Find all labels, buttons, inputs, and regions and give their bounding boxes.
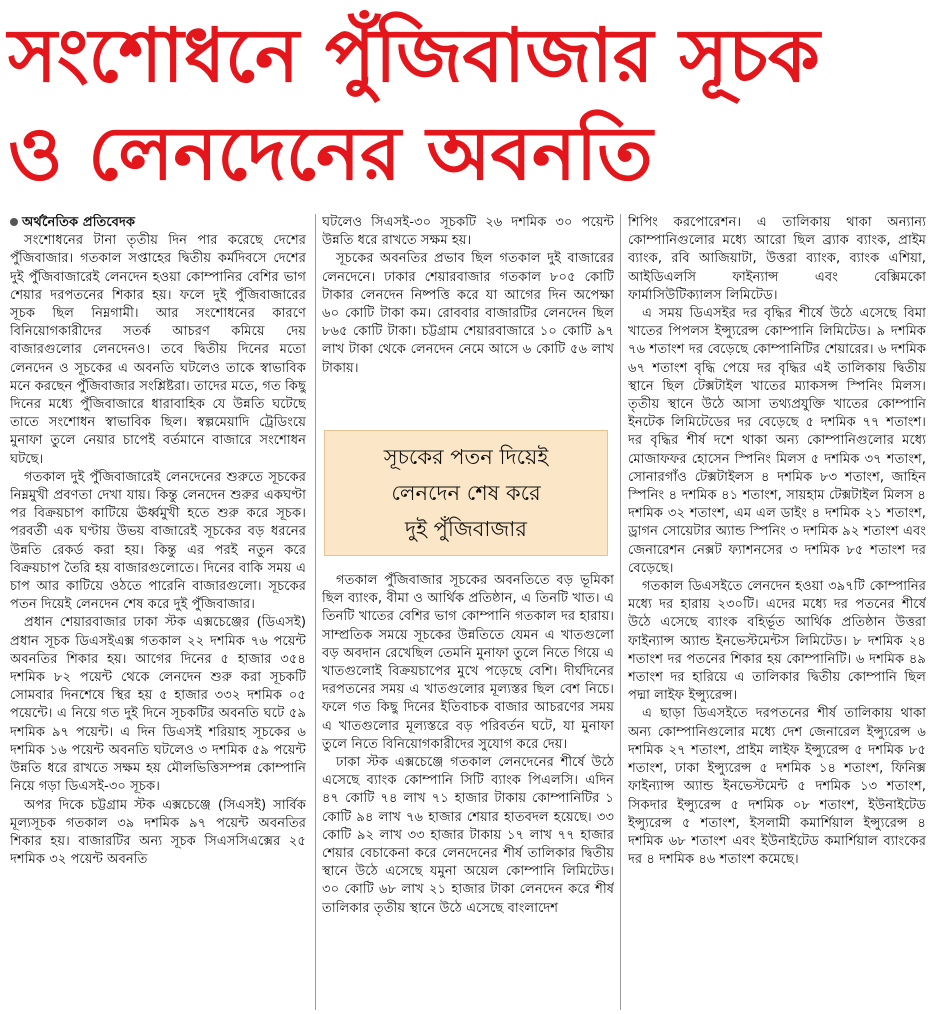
paragraph: এ ছাড়া ডিএসইতে দরপতনের শীর্ষ তালিকায় থাকা অন্য কোম্পানিগুলোর মধ্যে দেশ জেনারেল ইন্স্যুরেন্স ৬ দশমিক ২৭ শতাংশ, প্রাইম লাইফ ইন্স্যুরেন্স ৫ দশমিক ৮৫ শতাংশ, ঢাকা ইন্স্যুরেন্স ৫ দশমিক ১৪ শতাংশ, ফিনিক্স ফাইন্যান্স অ্যান্ড ইনভেস্টমেন্ট ৫ দশমিক ১৩ শতাংশ, সিকদার ইন্স্যুরেন্স ৫ দশমিক ০৮ শতাংশ, ইউনাইটেড ইন্স্যুরেন্স ৫ শতাংশ, ইসলামী কমার্শিয়াল ইন্স্যুরেন্স ৪ দশমিক ৬৮ শতাংশ এবং ইউনাইটেড কমার্শিয়াল ব্যাংকের দর ৪ দশমিক ৪৬ শতাংশ কমেছে। [628, 706, 926, 868]
column-divider [620, 214, 621, 1010]
pull-quote-line-3: দুই পুঁজিবাজার [405, 517, 527, 541]
pull-quote-line-1: সূচকের পতন দিয়েই [383, 445, 549, 469]
paragraph: গতকাল দুই পুঁজিবাজারেই লেনদেনের শুরুতে সূচকের নিম্নমুখী প্রবণতা দেখা যায়। কিন্তু লেনদেন শুরুর একঘণ্টা পর বিক্রয়চাপ কাটিয়ে ঊর্ধ্বমুখী হতে শুরু করে সূচক। পরবর্তী এক ঘণ্টায় উভয় বাজারেই সূচকের বড় ধরনের উন্নতি রেকর্ড করা হয়। কিন্তু এর পরই নতুন করে বিক্রয়চাপ তৈরি হয় বাজারগুলোতে। দিনের বাকি সময় এ চাপ আর কাটিয়ে ওঠতে পারেনি বাজারগুলো। সূচকের পতন দিয়েই লেনদেন শেষ করে দুই পুঁজিবাজার। [10, 469, 306, 613]
headline-line-2: ও লেনদেনের অবনতি [8, 111, 653, 197]
article-column-2-top [322, 214, 614, 414]
paragraph: প্রধান শেয়ারবাজার ঢাকা স্টক এক্সচেঞ্জের (ডিএসই) প্রধান সূচক ডিএসইএক্স গতকাল ২২ দশমিক ৭৬ পয়েন্ট অবনতির শিকার হয়। আগের দিনের ৫ হাজার ৩৫৪ দশমিক ৮২ পয়েন্ট থেকে লেনদেন শুরু করা সূচকটি সোমবার দিনশেষে স্থির হয় ৫ হাজার ৩৩২ দশমিক ০৫ পয়েন্টে। এ নিয়ে গত দুই দিনে সূচকটির অবনতি ঘটে ৫৯ দশমিক ৯৭ পয়েন্ট। এ দিন ডিএসই শরিয়াহ সূচকের ৬ দশমিক ১৬ পয়েন্ট অবনতি ঘটলেও ৩ দশমিক ৫৯ পয়েন্ট উন্নতি ধরে রাখতে সক্ষম হয় মৌলভিত্তিসম্পন্ন কোম্পানি নিয়ে গড়া ডিএসই-৩০ সূচক। [10, 615, 306, 795]
pull-quote-line-2: লেনদেন শেষ করে [391, 481, 541, 505]
paragraph: সূচকের অবনতির প্রভাব ছিল গতকাল দুই বাজারের লেনদেনে। ঢাকার শেয়ারবাজার গতকাল ৮০৫ কোটি টাকার লেনদেন নিষ্পত্তি করে যা আগের দিন অপেক্ষা ৬০ কোটি টাকা কম। রোববার বাজারটির লেনদেন ছিল ৮৬৫ কোটি টাকা। চট্টগ্রাম শেয়ারবাজারে ১০ কোটি ৯৭ লাখ টাকা থেকে লেনদেন নেমে আসে ৬ কোটি ৫৬ লাখ টাকায়। [322, 251, 614, 376]
byline-text: অর্থনৈতিক প্রতিবেদক [22, 215, 136, 230]
paragraph: ঢাকা স্টক এক্সচেঞ্জে গতকাল লেনদেনের শীর্ষে উঠে এসেছে ব্যাংক কোম্পানি সিটি ব্যাংক পিএলসি। এদিন ৪৭ কোটি ৭৪ লাখ ৭১ হাজার টাকায় কোম্পানিটির ১ কোটি ৯৪ লাখ ৭৬ হাজার শেয়ার হাতবদল হয়েছে। ৩৩ কোটি ৯২ লাখ ৩৩ হাজার টাকায় ১৭ লাখ ৭৭ হাজার শেয়ার বেচাকেনা করে লেনদেনের শীর্ষ তালিকার দ্বিতীয় স্থানে উঠে এসেছে যমুনা অয়েল কোম্পানি লিমিটেড। ৩০ কোটি ৬৮ লাখ ২১ হাজার টাকা লেনদেন করে শীর্ষ তালিকার তৃতীয় স্থানে উঠে এসেছে বাংলাদেশ [322, 755, 614, 916]
paragraph: এ সময় ডিএসইর দর বৃদ্ধির শীর্ষে উঠে এসেছে বিমা খাতের পিপলস ইন্স্যুরেন্স কোম্পানি লিমিটেড। ৯ দশমিক ৭৬ শতাংশ দর বেড়েছে কোম্পানিটির শেয়ারের। ৬ দশমিক ৬৭ শতাংশ বৃদ্ধি পেয়ে দর বৃদ্ধির এই তালিকায় দ্বিতীয় স্থানে ছিল টেক্সটাইল খাতের ম্যাকসন্স স্পিনিং মিলস। তৃতীয় স্থানে উঠে আসা তথ্যপ্রযুক্তি খাতের কোম্পানি ইনটেক লিমিটেডের দর বেড়েছে ৫ দশমিক ৭৭ শতাংশ। দর বৃদ্ধির শীর্ষ দশে থাকা অন্য কোম্পানিগুলোর মধ্যে মোজাফফর হোসেন স্পিনিং মিলস ৫ দশমিক ৩৭ শতাংশ, সোনারগাঁও টেক্সটাইলস ৪ দশমিক ৮৩ শতাংশ, জাহিন স্পিনিং ৪ দশমিক ৪১ শতাংশ, সায়হাম টেক্সটাইল মিলস ৪ দশমিক ৩২ শতাংশ, এম এল ডাইং ৪ দশমিক ২১ শতাংশ, ড্রাগন সোয়েটার অ্যান্ড স্পিনিং ৩ দশমিক ৯২ শতাংশ এবং জেনারেশন নেক্সট ফ্যাশনসের ৩ দশমিক ৮৫ শতাংশ দর বেড়েছে। [628, 306, 926, 576]
bullet-icon [10, 218, 18, 226]
paragraph: সংশোধনের টানা তৃতীয় দিন পার করেছে দেশের পুঁজিবাজার। গতকাল সপ্তাহের দ্বিতীয় কর্মদিবসে দেশের দুই পুঁজিবাজারেই লেনদেন হওয়া কোম্পানির বেশির ভাগ শেয়ার দরপতনের শিকার হয়। ফলে দুই পুঁজিবাজারের সূচক ছিল নিম্নগামী। আর সংশোধনের কারণে বিনিয়োগকারীদের সতর্ক আচরণ কমিয়ে দেয় বাজারগুলোর লেনদেনও। তবে দ্বিতীয় দিনের মতো লেনদেন ও সূচকের এ অবনতি ঘটলেও তাকে স্বাভাবিক মনে করছেন পুঁজিবাজার সংশ্লিষ্টরা। তাদের মতে, গত কিছু দিনের মধ্যে পুঁজিবাজারে ধারাবাহিক যে উন্নতি ঘটেছে তাতে সংশোধন স্বাভাবিক ছিল। স্বল্পমেয়াদি ট্রেডিংয়ে মুনাফা তুলে নেয়ার চাপেই বর্তমানে বাজারে সংশোধন ঘটছে। [10, 233, 306, 467]
paragraph: অপর দিকে চট্টগ্রাম স্টক এক্সচেঞ্জে (সিএসই) সার্বিক মূল্যসূচক গতকাল ৩৯ দশমিক ৯৭ পয়েন্ট অবনতির শিকার হয়। বাজারটির অন্য সূচক সিএসসিএক্সের ২৫ দশমিক ৩২ পয়েন্ট অবনতি [10, 797, 306, 868]
article-column-3 [628, 214, 926, 1010]
byline [10, 214, 306, 232]
paragraph: গতকাল পুঁজিবাজার সূচকের অবনতিতে বড় ভূমিকা ছিল ব্যাংক, বীমা ও আর্থিক প্রতিষ্ঠান, এ তিনটি খাত। এ তিনটি খাতের বেশির ভাগ কোম্পানি গতকাল দর হারায়। সাম্প্রতিক সময়ে সূচকের উন্নতিতে যেমন এ খাতগুলো বড় অবদান রেখেছিল তেমনি মুনাফা তুলে নিতে গিয়ে এ খাতগুলোই বিক্রয়চাপের মুখে পড়েছে বেশি। দীর্ঘদিনের দরপতনের সময় এ খাতগুলোর মূল্যস্তর ছিল বেশ নিচে। ফলে গত কিছু দিনের ইতিবাচক বাজার আচরণের সময় এ খাতগুলোর মূল্যস্তরে বড় পরিবর্তন ঘটে, যা মুনাফা তুলে নিতে বিনিয়োগকারীদের সুযোগ করে দেয়। [322, 573, 614, 752]
column-divider [315, 214, 316, 1010]
article-column-2-bottom [322, 572, 614, 1010]
paragraph: ঘটলেও সিএসই-৩০ সূচকটি ২৬ দশমিক ৩০ পয়েন্ট উন্নতি ধরে রাখতে সক্ষম হয়। [322, 215, 614, 249]
paragraph: গতকাল ডিএসইতে লেনদেন হওয়া ৩৯৭টি কোম্পানির মধ্যে দর হারায় ২৩০টি। এদের মধ্যে দর পতনের শীর্ষে উঠে এসেছে ব্যাংক বহির্ভূত আর্থিক প্রতিষ্ঠান উত্তরা ফাইন্যান্স অ্যান্ড ইনভেস্টমেন্টস লিমিটেড। ৮ দশমিক ২৪ শতাংশ দর পতনের শিকার হয় কোম্পানিটি। ৬ দশমিক ৪৯ শতাংশ দর হারিয়ে এ তালিকার দ্বিতীয় কোম্পানি ছিল পদ্মা লাইফ ইন্স্যুরেন্স। [628, 579, 926, 704]
paragraph: শিপিং করপোরেশন। এ তালিকায় থাকা অন্যান্য কোম্পানিগুলোর মধ্যে আরো ছিল ব্র্যাক ব্যাংক, প্রাইম ব্যাংক, রবি আজিয়াটা, উত্তরা ব্যাংক, ব্যাংক এশিয়া, আইডিএলসি ফাইন্যান্স এবং বেক্সিমকো ফার্মাসিউটিক্যালস লিমিটেড। [628, 215, 926, 303]
headline-line-1: সংশোধনে পুঁজিবাজার সূচক [8, 13, 820, 99]
pull-quote [324, 430, 608, 556]
article-column-1 [10, 214, 306, 1010]
